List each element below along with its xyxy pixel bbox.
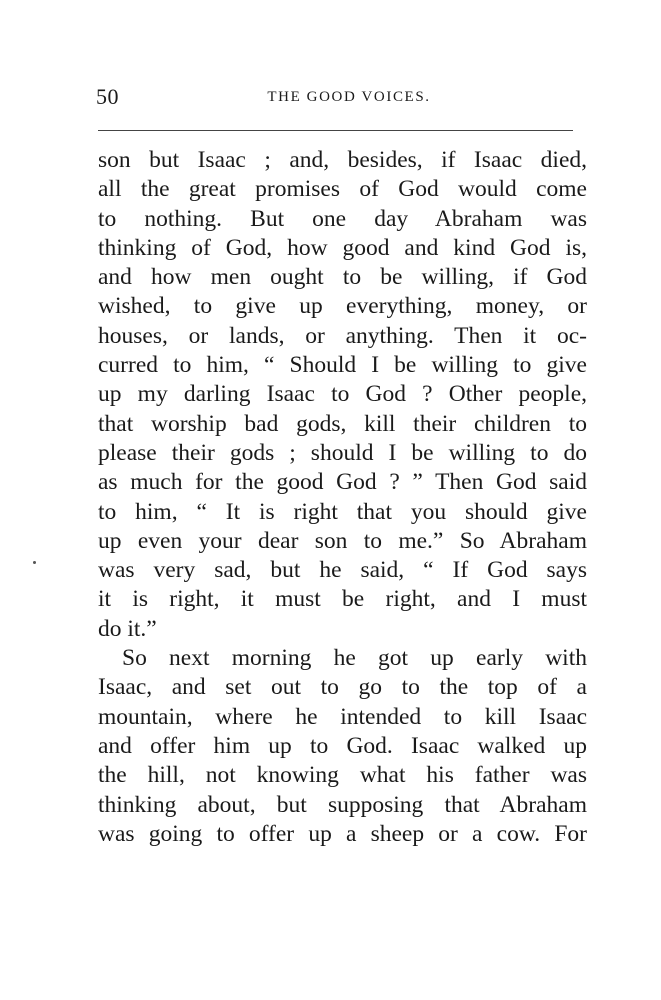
page-header [96, 84, 574, 114]
text-line: thinking about, but supposing that Abraham [98, 791, 587, 818]
paper-speck [33, 561, 36, 564]
text-line: up even your dear son to me.” So Abraham [98, 527, 587, 554]
text-line: So next morning he got up early with [122, 645, 587, 672]
text-line: and how men ought to be willing, if God [98, 264, 587, 291]
text-line: that worship bad gods, kill their children to [98, 410, 587, 437]
text-line: the hill, not knowing what his father was [98, 762, 587, 789]
text-line: all the great promises of God would come [98, 176, 587, 203]
header-rule [98, 130, 573, 131]
page-number: 50 [96, 84, 119, 109]
text-line: was very sad, but he said, “ If God says [98, 557, 587, 584]
text-line: it is right, it must be right, and I must [98, 586, 587, 613]
text-line: Isaac, and set out to go to the top of a [98, 674, 587, 701]
body-text [98, 146, 587, 849]
text-line: up my darling Isaac to God ? Other people, [98, 381, 587, 408]
text-line: to him, “ It is right that you should give [98, 498, 587, 525]
text-line: mountain, where he intended to kill Isaac [98, 703, 587, 730]
text-line: thinking of God, how good and kind God is, [98, 234, 587, 261]
text-line: was going to offer up a sheep or a cow. For [98, 820, 587, 847]
text-line: houses, or lands, or anything. Then it oc- [98, 322, 587, 349]
running-title: THE GOOD VOICES. [267, 89, 431, 105]
text-line: do it.” [98, 615, 157, 642]
text-line: to nothing. But one day Abraham was [98, 205, 587, 232]
text-line: curred to him, “ Should I be willing to give [98, 352, 587, 379]
text-line: as much for the good God ? ” Then God said [98, 469, 587, 496]
text-line: son but Isaac ; and, besides, if Isaac died, [98, 147, 587, 173]
text-line: please their gods ; should I be willing to do [98, 439, 587, 466]
text-line: wished, to give up everything, money, or [98, 293, 587, 320]
text-line: and offer him up to God. Isaac walked up [98, 732, 587, 759]
